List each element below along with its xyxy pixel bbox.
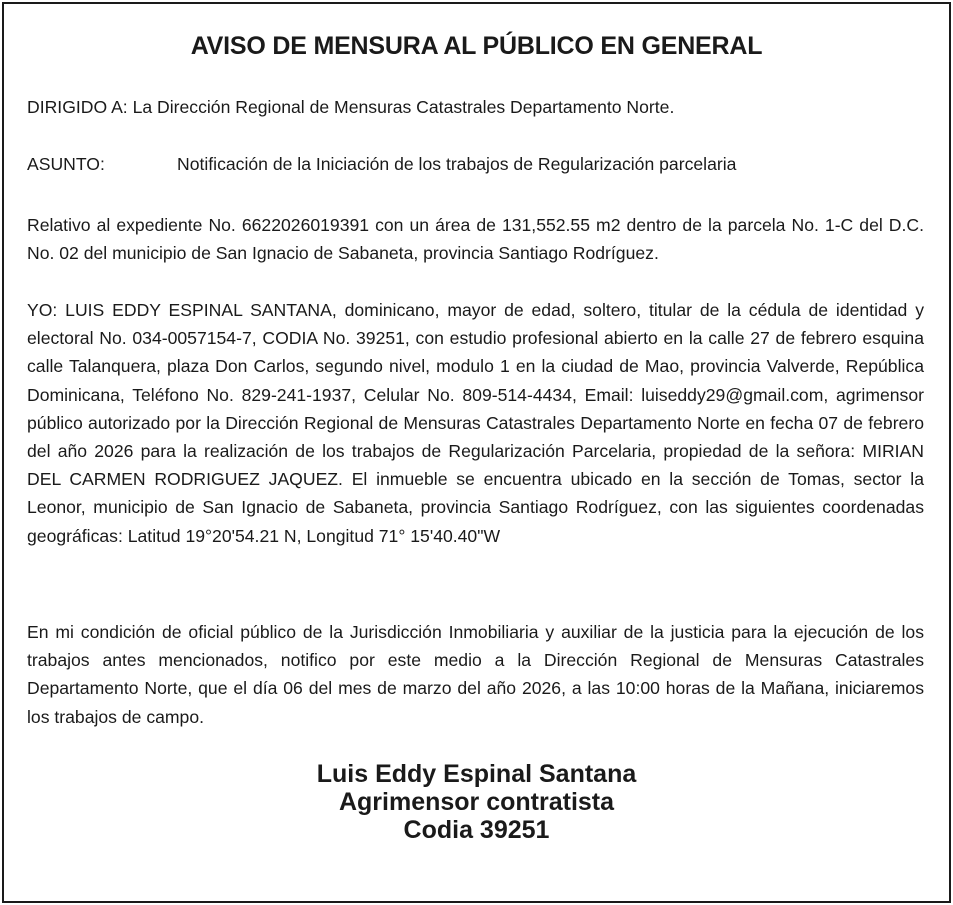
signature-block — [4, 760, 949, 844]
notice-frame — [2, 2, 951, 903]
surveyor-declaration-paragraph: YO: LUIS EDDY ESPINAL SANTANA, dominicano, mayor de edad, soltero, titular de la cédula de identidad y electoral No. 034-0057154-7, CODIA No. 39251, con estudio profesional abierto en la calle 27 de febrero esquina calle Talanquera, plaza Don Carlos, segundo nivel, modulo 1 en la ciudad de Mao, provincia Valverde, República Dominicana, Teléfono No. 829-241-1937, Celular No. 809-514-4434, Email: luiseddy29@gmail.com, agrimensor público autorizado por la Dirección Regional de Mensuras Catastrales Departamento Norte en fecha 07 de febrero del año 2026 para la realización de los trabajos de Regularización Parcelaria, propiedad de la señora: MIRIAN DEL CARMEN RODRIGUEZ JAQUEZ. El inmueble se encuentra ubicado en la sección de Tomas, sector la Leonor, municipio de San Ignacio de Sabaneta, provincia Santiago Rodríguez, con las siguientes coordenadas geográficas: Latitud 19°20'54.21 N, Longitud 71° 15'40.40"W — [27, 300, 924, 546]
notification-paragraph: En mi condición de oficial público de la Jurisdicción Inmobiliaria y auxiliar de la justicia para la ejecución de los trabajos antes mencionados, notifico por este medio a la Dirección Regional de Mensuras Catastrales Departamento Norte, que el día 06 del mes de marzo del año 2026, a las 10:00 horas de la Mañana, iniciaremos los trabajos de campo. — [27, 622, 924, 727]
notice-title: AVISO DE MENSURA AL PÚBLICO EN GENERAL — [190, 32, 763, 60]
signature-name: Luis Eddy Espinal Santana — [316, 760, 637, 788]
signature-codia: Codia 39251 — [403, 816, 550, 844]
subject-text: Notificación de la Iniciación de los trabajos de Regularización parcelaria — [177, 154, 737, 174]
signature-role: Agrimensor contratista — [338, 788, 615, 816]
subject-label: ASUNTO: — [27, 154, 105, 174]
addressee-line: DIRIGIDO A: La Dirección Regional de Mensuras Catastrales Departamento Norte. — [27, 97, 675, 117]
subject-line — [27, 150, 924, 178]
file-reference-paragraph: Relativo al expediente No. 6622026019391 con un área de 131,552.55 m2 dentro de la parcela No. 1-C del D.C. No. 02 del municipio de San Ignacio de Sabaneta, provincia Santiago Rodríguez. — [27, 215, 924, 264]
